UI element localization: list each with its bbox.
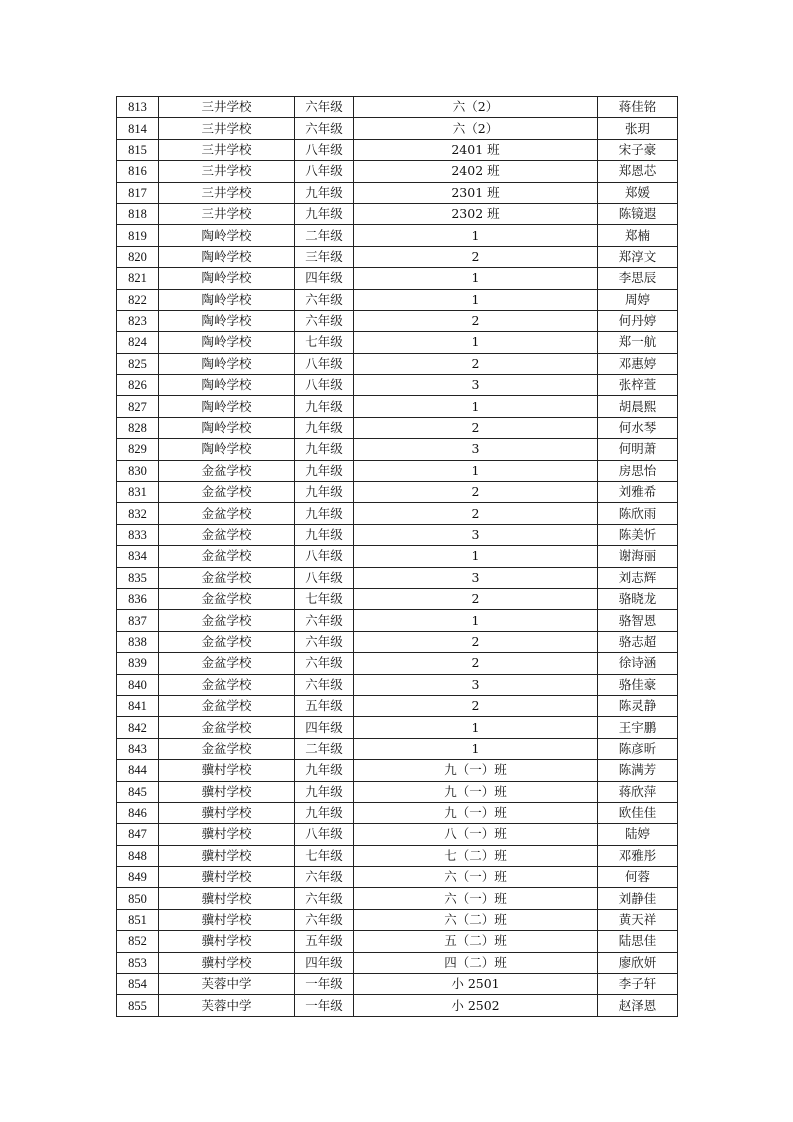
student-name-cell: 骆晓龙 <box>598 588 678 609</box>
table-row <box>117 118 678 139</box>
row-number-cell: 846 <box>117 802 159 823</box>
school-cell: 骥村学校 <box>159 931 295 952</box>
table-row <box>117 717 678 738</box>
grade-cell: 九年级 <box>295 482 354 503</box>
row-number-cell: 839 <box>117 653 159 674</box>
grade-cell: 六年级 <box>295 289 354 310</box>
student-name-cell: 蒋欣萍 <box>598 781 678 802</box>
student-name-cell: 欧佳佳 <box>598 802 678 823</box>
student-name-cell: 宋子豪 <box>598 139 678 160</box>
row-number-cell: 855 <box>117 995 159 1016</box>
school-cell: 金盆学校 <box>159 460 295 481</box>
school-cell: 陶岭学校 <box>159 417 295 438</box>
table-row <box>117 203 678 224</box>
school-cell: 金盆学校 <box>159 546 295 567</box>
student-name-cell: 刘静佳 <box>598 888 678 909</box>
school-cell: 金盆学校 <box>159 631 295 652</box>
class-cell: 2401 班 <box>354 139 598 160</box>
class-cell: 五（二）班 <box>354 931 598 952</box>
student-name-cell: 廖欣妍 <box>598 952 678 973</box>
school-cell: 骥村学校 <box>159 909 295 930</box>
grade-cell: 三年级 <box>295 246 354 267</box>
class-cell: 1 <box>354 738 598 759</box>
row-number-cell: 829 <box>117 439 159 460</box>
class-cell: 2 <box>354 417 598 438</box>
student-name-cell: 何水琴 <box>598 417 678 438</box>
grade-cell: 八年级 <box>295 546 354 567</box>
table-row <box>117 482 678 503</box>
table-row <box>117 974 678 995</box>
school-cell: 金盆学校 <box>159 482 295 503</box>
row-number-cell: 831 <box>117 482 159 503</box>
row-number-cell: 849 <box>117 867 159 888</box>
school-cell: 陶岭学校 <box>159 396 295 417</box>
row-number-cell: 824 <box>117 332 159 353</box>
school-cell: 骥村学校 <box>159 888 295 909</box>
table-row <box>117 760 678 781</box>
row-number-cell: 814 <box>117 118 159 139</box>
student-name-cell: 何丹婷 <box>598 310 678 331</box>
row-number-cell: 843 <box>117 738 159 759</box>
school-cell: 陶岭学校 <box>159 268 295 289</box>
table-row <box>117 310 678 331</box>
table-row <box>117 460 678 481</box>
grade-cell: 七年级 <box>295 588 354 609</box>
class-cell: 1 <box>354 268 598 289</box>
row-number-cell: 833 <box>117 524 159 545</box>
class-cell: 小 2502 <box>354 995 598 1016</box>
student-name-cell: 陈彦昕 <box>598 738 678 759</box>
class-cell: 2302 班 <box>354 203 598 224</box>
table-row <box>117 909 678 930</box>
school-cell: 金盆学校 <box>159 588 295 609</box>
school-cell: 陶岭学校 <box>159 225 295 246</box>
school-cell: 骥村学校 <box>159 824 295 845</box>
grade-cell: 八年级 <box>295 353 354 374</box>
class-cell: 七（二）班 <box>354 845 598 866</box>
row-number-cell: 835 <box>117 567 159 588</box>
table-row <box>117 139 678 160</box>
school-cell: 三井学校 <box>159 203 295 224</box>
class-cell: 九（一）班 <box>354 760 598 781</box>
class-cell: 1 <box>354 717 598 738</box>
table-row <box>117 653 678 674</box>
class-cell: 2 <box>354 310 598 331</box>
class-cell: 八（一）班 <box>354 824 598 845</box>
class-cell: 1 <box>354 225 598 246</box>
class-cell: 2 <box>354 353 598 374</box>
grade-cell: 五年级 <box>295 931 354 952</box>
school-cell: 骥村学校 <box>159 952 295 973</box>
school-cell: 陶岭学校 <box>159 375 295 396</box>
student-name-cell: 张梓萱 <box>598 375 678 396</box>
table-row <box>117 546 678 567</box>
grade-cell: 七年级 <box>295 332 354 353</box>
row-number-cell: 848 <box>117 845 159 866</box>
school-cell: 骥村学校 <box>159 845 295 866</box>
class-cell: 1 <box>354 332 598 353</box>
student-name-cell: 胡晨熙 <box>598 396 678 417</box>
row-number-cell: 813 <box>117 97 159 118</box>
student-name-cell: 刘志辉 <box>598 567 678 588</box>
table-row <box>117 503 678 524</box>
grade-cell: 五年级 <box>295 695 354 716</box>
class-cell: 3 <box>354 524 598 545</box>
class-cell: 1 <box>354 460 598 481</box>
student-name-cell: 郑恩芯 <box>598 161 678 182</box>
student-name-cell: 李思辰 <box>598 268 678 289</box>
grade-cell: 九年级 <box>295 439 354 460</box>
grade-cell: 八年级 <box>295 824 354 845</box>
class-cell: 2 <box>354 653 598 674</box>
table-row <box>117 182 678 203</box>
table-row <box>117 268 678 289</box>
school-cell: 骥村学校 <box>159 802 295 823</box>
grade-cell: 八年级 <box>295 375 354 396</box>
student-name-cell: 刘雅希 <box>598 482 678 503</box>
class-cell: 1 <box>354 289 598 310</box>
student-roster-table <box>116 96 678 1017</box>
grade-cell: 九年级 <box>295 781 354 802</box>
student-name-cell: 房思怡 <box>598 460 678 481</box>
grade-cell: 四年级 <box>295 268 354 289</box>
class-cell: 1 <box>354 610 598 631</box>
row-number-cell: 818 <box>117 203 159 224</box>
school-cell: 金盆学校 <box>159 610 295 631</box>
grade-cell: 一年级 <box>295 974 354 995</box>
table-row <box>117 738 678 759</box>
row-number-cell: 832 <box>117 503 159 524</box>
grade-cell: 九年级 <box>295 802 354 823</box>
grade-cell: 九年级 <box>295 417 354 438</box>
student-name-cell: 陈欣雨 <box>598 503 678 524</box>
table-row <box>117 353 678 374</box>
school-cell: 陶岭学校 <box>159 332 295 353</box>
class-cell: 1 <box>354 396 598 417</box>
row-number-cell: 826 <box>117 375 159 396</box>
row-number-cell: 838 <box>117 631 159 652</box>
school-cell: 骥村学校 <box>159 781 295 802</box>
class-cell: 2 <box>354 246 598 267</box>
school-cell: 三井学校 <box>159 97 295 118</box>
school-cell: 金盆学校 <box>159 524 295 545</box>
class-cell: 2 <box>354 503 598 524</box>
roster-body <box>117 97 678 1017</box>
school-cell: 金盆学校 <box>159 653 295 674</box>
class-cell: 2402 班 <box>354 161 598 182</box>
table-row <box>117 610 678 631</box>
class-cell: 六（2） <box>354 118 598 139</box>
table-row <box>117 931 678 952</box>
table-row <box>117 97 678 118</box>
school-cell: 三井学校 <box>159 161 295 182</box>
student-name-cell: 郑一航 <box>598 332 678 353</box>
student-name-cell: 陈美忻 <box>598 524 678 545</box>
class-cell: 四（二）班 <box>354 952 598 973</box>
table-row <box>117 802 678 823</box>
row-number-cell: 840 <box>117 674 159 695</box>
student-name-cell: 赵泽恩 <box>598 995 678 1016</box>
table-row <box>117 781 678 802</box>
school-cell: 金盆学校 <box>159 567 295 588</box>
school-cell: 陶岭学校 <box>159 310 295 331</box>
table-row <box>117 289 678 310</box>
school-cell: 陶岭学校 <box>159 289 295 310</box>
class-cell: 2 <box>354 695 598 716</box>
school-cell: 陶岭学校 <box>159 246 295 267</box>
grade-cell: 六年级 <box>295 97 354 118</box>
row-number-cell: 850 <box>117 888 159 909</box>
school-cell: 金盆学校 <box>159 695 295 716</box>
school-cell: 芙蓉中学 <box>159 974 295 995</box>
school-cell: 三井学校 <box>159 182 295 203</box>
row-number-cell: 834 <box>117 546 159 567</box>
grade-cell: 六年级 <box>295 674 354 695</box>
grade-cell: 四年级 <box>295 952 354 973</box>
student-name-cell: 何蓉 <box>598 867 678 888</box>
row-number-cell: 819 <box>117 225 159 246</box>
grade-cell: 九年级 <box>295 503 354 524</box>
row-number-cell: 821 <box>117 268 159 289</box>
student-name-cell: 周婷 <box>598 289 678 310</box>
student-name-cell: 黄天祥 <box>598 909 678 930</box>
class-cell: 九（一）班 <box>354 781 598 802</box>
table-row <box>117 995 678 1016</box>
class-cell: 六（二）班 <box>354 909 598 930</box>
class-cell: 2 <box>354 631 598 652</box>
class-cell: 小 2501 <box>354 974 598 995</box>
student-name-cell: 骆智恩 <box>598 610 678 631</box>
class-cell: 3 <box>354 567 598 588</box>
student-name-cell: 徐诗涵 <box>598 653 678 674</box>
table-row <box>117 588 678 609</box>
student-name-cell: 陈灵静 <box>598 695 678 716</box>
class-cell: 九（一）班 <box>354 802 598 823</box>
grade-cell: 九年级 <box>295 182 354 203</box>
table-row <box>117 161 678 182</box>
table-row <box>117 824 678 845</box>
class-cell: 3 <box>354 674 598 695</box>
row-number-cell: 854 <box>117 974 159 995</box>
table-row <box>117 375 678 396</box>
student-name-cell: 郑楠 <box>598 225 678 246</box>
school-cell: 骥村学校 <box>159 867 295 888</box>
student-name-cell: 郑媛 <box>598 182 678 203</box>
row-number-cell: 830 <box>117 460 159 481</box>
row-number-cell: 851 <box>117 909 159 930</box>
class-cell: 2301 班 <box>354 182 598 203</box>
class-cell: 六（一）班 <box>354 867 598 888</box>
table-row <box>117 674 678 695</box>
school-cell: 陶岭学校 <box>159 439 295 460</box>
table-row <box>117 567 678 588</box>
row-number-cell: 852 <box>117 931 159 952</box>
class-cell: 3 <box>354 375 598 396</box>
row-number-cell: 823 <box>117 310 159 331</box>
table-row <box>117 845 678 866</box>
school-cell: 金盆学校 <box>159 738 295 759</box>
student-name-cell: 邓惠婷 <box>598 353 678 374</box>
row-number-cell: 853 <box>117 952 159 973</box>
school-cell: 金盆学校 <box>159 503 295 524</box>
grade-cell: 六年级 <box>295 653 354 674</box>
class-cell: 3 <box>354 439 598 460</box>
table-row <box>117 867 678 888</box>
grade-cell: 六年级 <box>295 118 354 139</box>
student-name-cell: 陆思佳 <box>598 931 678 952</box>
student-name-cell: 何明萧 <box>598 439 678 460</box>
class-cell: 1 <box>354 546 598 567</box>
grade-cell: 二年级 <box>295 225 354 246</box>
grade-cell: 六年级 <box>295 867 354 888</box>
school-cell: 三井学校 <box>159 118 295 139</box>
student-name-cell: 郑淳文 <box>598 246 678 267</box>
school-cell: 陶岭学校 <box>159 353 295 374</box>
table-row <box>117 246 678 267</box>
class-cell: 六（2） <box>354 97 598 118</box>
class-cell: 六（一）班 <box>354 888 598 909</box>
grade-cell: 九年级 <box>295 396 354 417</box>
row-number-cell: 837 <box>117 610 159 631</box>
student-name-cell: 王宇鹏 <box>598 717 678 738</box>
grade-cell: 八年级 <box>295 567 354 588</box>
student-name-cell: 张玥 <box>598 118 678 139</box>
row-number-cell: 820 <box>117 246 159 267</box>
student-name-cell: 李子轩 <box>598 974 678 995</box>
table-row <box>117 524 678 545</box>
grade-cell: 九年级 <box>295 203 354 224</box>
grade-cell: 八年级 <box>295 161 354 182</box>
student-name-cell: 骆志超 <box>598 631 678 652</box>
table-row <box>117 225 678 246</box>
table-row <box>117 631 678 652</box>
grade-cell: 八年级 <box>295 139 354 160</box>
row-number-cell: 828 <box>117 417 159 438</box>
row-number-cell: 827 <box>117 396 159 417</box>
row-number-cell: 842 <box>117 717 159 738</box>
school-cell: 金盆学校 <box>159 674 295 695</box>
row-number-cell: 841 <box>117 695 159 716</box>
table-row <box>117 695 678 716</box>
grade-cell: 二年级 <box>295 738 354 759</box>
row-number-cell: 817 <box>117 182 159 203</box>
table-row <box>117 417 678 438</box>
grade-cell: 九年级 <box>295 760 354 781</box>
row-number-cell: 816 <box>117 161 159 182</box>
student-name-cell: 谢海丽 <box>598 546 678 567</box>
grade-cell: 九年级 <box>295 524 354 545</box>
row-number-cell: 845 <box>117 781 159 802</box>
row-number-cell: 822 <box>117 289 159 310</box>
student-name-cell: 陆婷 <box>598 824 678 845</box>
grade-cell: 六年级 <box>295 310 354 331</box>
row-number-cell: 844 <box>117 760 159 781</box>
grade-cell: 六年级 <box>295 888 354 909</box>
table-row <box>117 439 678 460</box>
student-name-cell: 邓雅彤 <box>598 845 678 866</box>
student-name-cell: 陈满芳 <box>598 760 678 781</box>
class-cell: 2 <box>354 482 598 503</box>
grade-cell: 六年级 <box>295 631 354 652</box>
table-row <box>117 396 678 417</box>
school-cell: 三井学校 <box>159 139 295 160</box>
grade-cell: 九年级 <box>295 460 354 481</box>
row-number-cell: 847 <box>117 824 159 845</box>
school-cell: 骥村学校 <box>159 760 295 781</box>
row-number-cell: 836 <box>117 588 159 609</box>
class-cell: 2 <box>354 588 598 609</box>
grade-cell: 七年级 <box>295 845 354 866</box>
student-name-cell: 陈镜遐 <box>598 203 678 224</box>
table-row <box>117 952 678 973</box>
grade-cell: 一年级 <box>295 995 354 1016</box>
grade-cell: 四年级 <box>295 717 354 738</box>
school-cell: 金盆学校 <box>159 717 295 738</box>
grade-cell: 六年级 <box>295 909 354 930</box>
row-number-cell: 825 <box>117 353 159 374</box>
table-row <box>117 888 678 909</box>
table-row <box>117 332 678 353</box>
row-number-cell: 815 <box>117 139 159 160</box>
school-cell: 芙蓉中学 <box>159 995 295 1016</box>
grade-cell: 六年级 <box>295 610 354 631</box>
student-name-cell: 蒋佳铭 <box>598 97 678 118</box>
student-name-cell: 骆佳豪 <box>598 674 678 695</box>
